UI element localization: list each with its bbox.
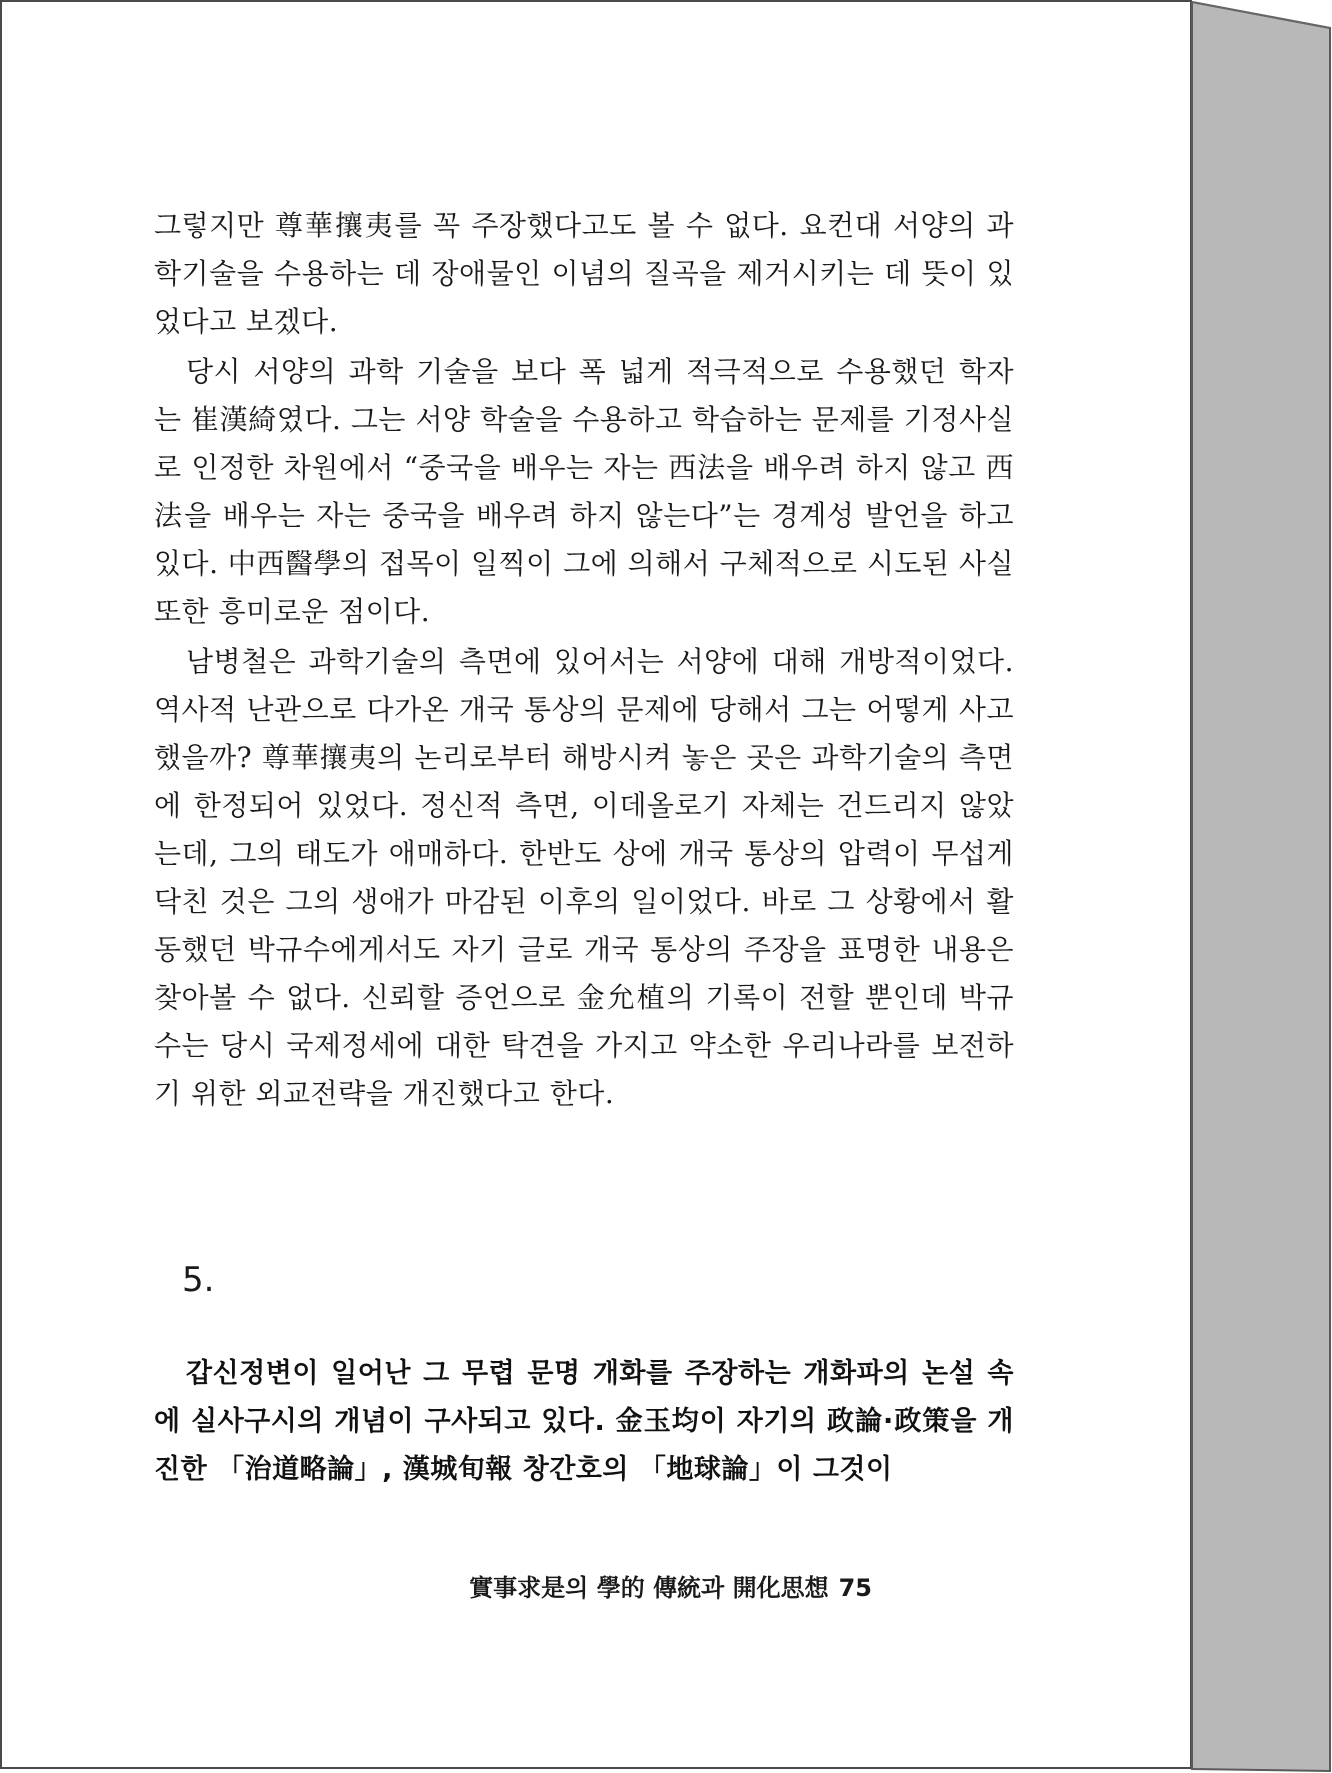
section-heading: 5.	[182, 1260, 215, 1300]
paragraph-1: 그렇지만 尊華攘夷를 꼭 주장했다고도 볼 수 없다. 요컨대 서양의 과학기술을 수용하는 데 장애물인 이념의 질곡을 제거시키는 데 뜻이 있었다고 보겠다.	[154, 209, 1014, 338]
section-paragraph: 갑신정변이 일어난 그 무렵 문명 개화를 주장하는 개화파의 논설 속에 실사구시의 개념이 구사되고 있다. 金玉均이 자기의 政論·政策을 개진한 「治道略論」, 漢城旬報 창간호의 「地球論」이 그것이	[154, 1358, 1014, 1485]
page-number: 75	[838, 1574, 872, 1602]
paragraph-3: 남병철은 과학기술의 측면에 있어서는 서양에 대해 개방적이었다. 역사적 난관으로 다가온 개국 통상의 문제에 당해서 그는 어떻게 사고했을까? 尊華攘夷의 논리로부터 해방시켜 놓은 곳은 과학기술의 측면에 한정되어 있었다. 정신적 측면, 이데올로기 자체는 건드리지 않았는데, 그의 태도가 애매하다. 한반도 상에 개국 통상의 압력이 무섭게 닥친 것은 그의 생애가 마감된 이후의 일이었다. 바로 그 상황에서 활동했던 박규수에게서도 자기 글로 개국 통상의 주장을 표명한 내용은 찾아볼 수 없다. 신뢰할 증언으로 金允植의 기록이 전할 뿐인데 박규수는 당시 국제정세에 대한 탁견을 가지고 약소한 우리나라를 보전하기 위한 외교전략을 개진했다고 한다.	[154, 645, 1014, 1110]
running-title: 實事求是의 學的 傳統과 開化思想	[469, 1573, 829, 1602]
paragraph-2: 당시 서양의 과학 기술을 보다 폭 넓게 적극적으로 수용했던 학자는 崔漢綺였다. 그는 서양 학술을 수용하고 학습하는 문제를 기정사실로 인정한 차원에서 “중국을 배우는 자는 西法을 배우려 하지 않고 西法을 배우는 자는 중국을 배우려 하지 않는다”는 경계성 발언을 하고 있다. 中西醫學의 접목이 일찍이 그에 의해서 구체적으로 시도된 사실 또한 흥미로운 점이다.	[154, 355, 1014, 628]
page-footer	[469, 1568, 872, 1603]
